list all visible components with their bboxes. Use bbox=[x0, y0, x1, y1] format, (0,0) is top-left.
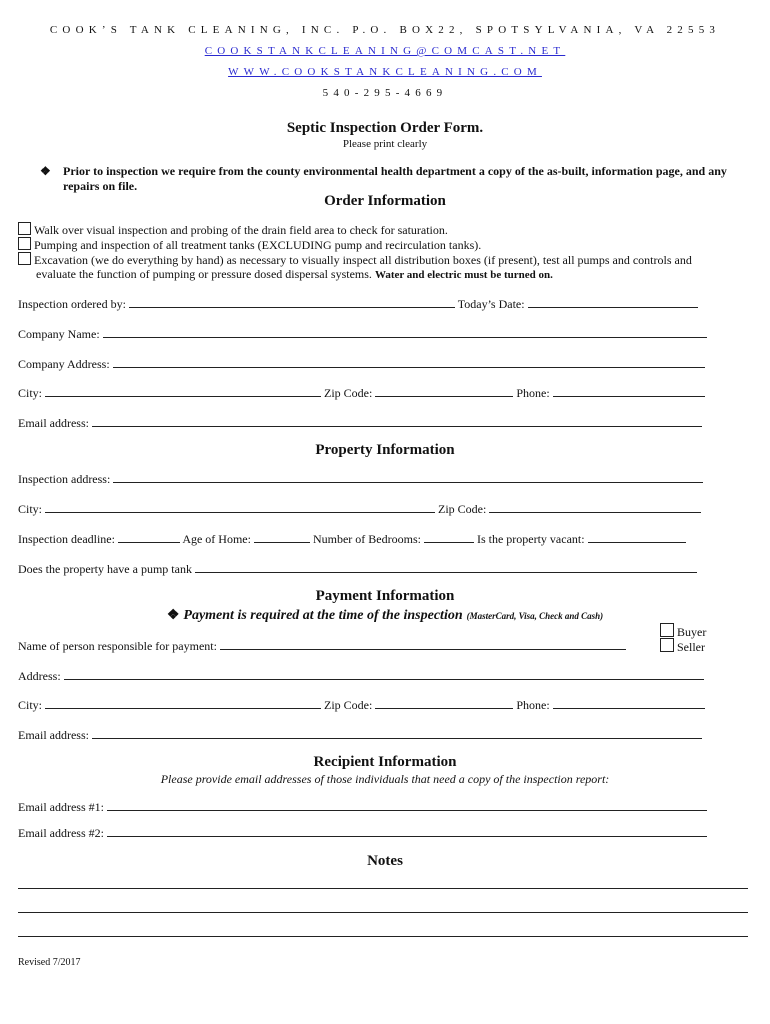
payment-email-input[interactable] bbox=[92, 727, 702, 739]
company-name-row bbox=[18, 326, 707, 342]
notes-line-1[interactable] bbox=[18, 888, 748, 889]
company-name-label: Company Name: bbox=[18, 327, 100, 341]
order-option-1[interactable] bbox=[18, 222, 448, 238]
order-zip-label: Zip Code: bbox=[324, 386, 373, 400]
excavation-checkbox[interactable] bbox=[18, 252, 31, 265]
responsible-input[interactable] bbox=[220, 638, 626, 650]
revised-date: Revised 7/2017 bbox=[18, 957, 81, 968]
payment-address-label: Address: bbox=[18, 669, 61, 683]
requirement-note: Prior to inspection we require from the county environmental health department a copy of the as-built, information page, and any repairs on file. bbox=[63, 164, 727, 193]
pump-tank-label: Does the property have a pump tank bbox=[18, 562, 192, 576]
payment-email-label: Email address: bbox=[18, 728, 89, 742]
deadline-label: Inspection deadline: bbox=[18, 532, 115, 546]
property-city-input[interactable] bbox=[45, 501, 435, 513]
payment-address-input[interactable] bbox=[64, 668, 704, 680]
company-email-link[interactable] bbox=[0, 45, 770, 57]
responsible-label: Name of person responsible for payment: bbox=[18, 639, 217, 653]
recipient-email2-label: Email address #2: bbox=[18, 826, 104, 840]
payment-zip-input[interactable] bbox=[375, 697, 513, 709]
order-phone-input[interactable] bbox=[553, 385, 705, 397]
order-city-input[interactable] bbox=[45, 385, 321, 397]
pumping-checkbox[interactable] bbox=[18, 237, 31, 250]
order-heading: Order Information bbox=[324, 193, 446, 209]
ordered-by-label: Inspection ordered by: bbox=[18, 297, 126, 311]
company-website[interactable]: WWW.COOKSTANKCLEANING.COM bbox=[228, 66, 542, 78]
notes-line-3[interactable] bbox=[18, 936, 748, 937]
order-email-label: Email address: bbox=[18, 416, 89, 430]
vacant-input[interactable] bbox=[588, 531, 686, 543]
property-heading: Property Information bbox=[315, 442, 455, 458]
order-option-2-label: Pumping and inspection of all treatment tanks (EXCLUDING pump and recirculation tanks). bbox=[34, 238, 482, 252]
payment-city-label: City: bbox=[18, 698, 43, 712]
recipient-heading: Recipient Information bbox=[313, 754, 457, 770]
inspection-address-row bbox=[18, 471, 703, 487]
notes-line-2[interactable] bbox=[18, 912, 748, 913]
payment-heading: Payment Information bbox=[315, 588, 455, 604]
payment-city-input[interactable] bbox=[45, 697, 321, 709]
order-option-1-label: Walk over visual inspection and probing of the drain field area to check for saturation. bbox=[34, 223, 448, 237]
notes-heading: Notes bbox=[367, 853, 403, 869]
property-zip-input[interactable] bbox=[489, 501, 701, 513]
bedrooms-input[interactable] bbox=[424, 531, 474, 543]
company-address-row bbox=[18, 356, 705, 372]
todays-date-input[interactable] bbox=[528, 296, 698, 308]
buyer-checkbox[interactable] bbox=[660, 623, 674, 637]
payment-address-row bbox=[18, 668, 704, 684]
order-option-3-cont bbox=[36, 267, 553, 282]
seller-option[interactable] bbox=[660, 638, 705, 655]
payment-email-row bbox=[18, 727, 702, 743]
property-zip-label: Zip Code: bbox=[438, 502, 487, 516]
order-zip-input[interactable] bbox=[375, 385, 513, 397]
payment-phone-label: Phone: bbox=[516, 698, 550, 712]
company-header: COOK’S TANK CLEANING, INC. P.O. BOX22, SPOTSYLVANIA, VA 22553 bbox=[49, 24, 721, 36]
order-option-3-label: Excavation (we do everything by hand) as necessary to visually inspect all distribution boxes (if present), test all pumps and controls and bbox=[34, 253, 692, 267]
age-input[interactable] bbox=[254, 531, 310, 543]
buyer-label: Buyer bbox=[677, 625, 707, 639]
vacant-label: Is the property vacant: bbox=[476, 532, 585, 546]
payment-city-row bbox=[18, 697, 705, 713]
payment-note: Payment is required at the time of the inspection bbox=[183, 608, 463, 623]
property-city-label: City: bbox=[18, 502, 43, 516]
order-city-row bbox=[18, 385, 705, 401]
payment-phone-input[interactable] bbox=[553, 697, 705, 709]
order-email-row bbox=[18, 415, 702, 431]
property-details-row bbox=[18, 531, 686, 547]
seller-label: Seller bbox=[677, 640, 705, 654]
payment-bullet-icon: ❖ bbox=[166, 608, 180, 623]
company-website-link[interactable] bbox=[0, 66, 770, 78]
payment-zip-label: Zip Code: bbox=[324, 698, 373, 712]
form-title: Septic Inspection Order Form. bbox=[286, 120, 484, 136]
ordered-by-input[interactable] bbox=[129, 296, 455, 308]
order-option-3-cont-text: evaluate the function of pumping or pressure dosed dispersal systems. bbox=[36, 267, 372, 281]
order-option-3[interactable] bbox=[18, 252, 692, 268]
order-city-label: City: bbox=[18, 386, 43, 400]
recipient-email1-input[interactable] bbox=[107, 799, 707, 811]
inspection-address-label: Inspection address: bbox=[18, 472, 111, 486]
property-city-row bbox=[18, 501, 701, 517]
pump-tank-row bbox=[18, 561, 697, 577]
responsible-row bbox=[18, 638, 626, 654]
company-phone: 540-295-4669 bbox=[322, 87, 448, 99]
deadline-input[interactable] bbox=[118, 531, 180, 543]
bullet-icon: ❖ bbox=[40, 164, 51, 178]
recipient-email2-row bbox=[18, 825, 707, 841]
form-subtitle: Please print clearly bbox=[342, 138, 428, 150]
ordered-by-row bbox=[18, 296, 698, 312]
order-email-input[interactable] bbox=[92, 415, 702, 427]
company-address-input[interactable] bbox=[113, 356, 705, 368]
company-email[interactable]: COOKSTANKCLEANING@COMCAST.NET bbox=[204, 45, 566, 57]
payment-note-line bbox=[0, 606, 770, 624]
todays-date-label: Today’s Date: bbox=[457, 297, 525, 311]
walkover-checkbox[interactable] bbox=[18, 222, 31, 235]
order-option-2[interactable] bbox=[18, 237, 481, 253]
recipient-email1-label: Email address #1: bbox=[18, 800, 104, 814]
water-electric-note: Water and electric must be turned on. bbox=[374, 269, 553, 281]
company-address-label: Company Address: bbox=[18, 357, 110, 371]
recipient-email2-input[interactable] bbox=[107, 825, 707, 837]
inspection-address-input[interactable] bbox=[113, 471, 703, 483]
age-label: Age of Home: bbox=[182, 532, 251, 546]
recipient-note: Please provide email addresses of those individuals that need a copy of the inspection report: bbox=[160, 772, 610, 786]
seller-checkbox[interactable] bbox=[660, 638, 674, 652]
bedrooms-label: Number of Bedrooms: bbox=[312, 532, 421, 546]
order-phone-label: Phone: bbox=[516, 386, 550, 400]
company-name-input[interactable] bbox=[103, 326, 707, 338]
payment-methods: (MasterCard, Visa, Check and Cash) bbox=[466, 611, 604, 621]
recipient-email1-row bbox=[18, 799, 707, 815]
pump-tank-input[interactable] bbox=[195, 561, 697, 573]
